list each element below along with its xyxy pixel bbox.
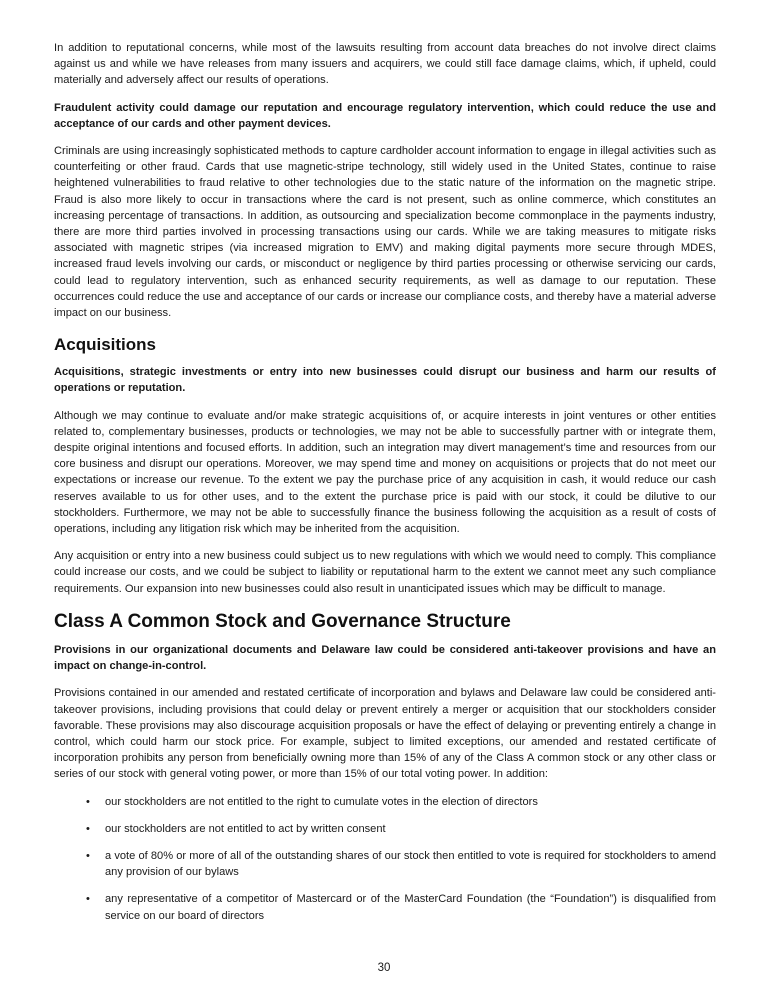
risk-heading-anti-takeover: Provisions in our organizational documents and Delaware law could be considered anti-takeover provisions and have an impact on change-in-control. [54,643,716,673]
paragraph-fraud-methods: Criminals are using increasingly sophisticated methods to capture cardholder account information to engage in illegal activities such as counterfeiting or other fraud. Cards that use magnetic-stripe technology, still widely used in the United States, continue to raise heightened vulnerabilities to fraud relative to other technologies due to the static nature of the information on the magnetic stripe. Fraud is also more likely to occur in transactions where the card is not present, such as online commerce, which constitutes an increasing percentage of transactions. In addition, as outsourcing and specialization become commonplace in the payments industry, there are more third parties involved in processing transactions using our cards. While we are taking measures to mitigate risks associated with magnetic stripes (via increased migration to EMV) and making digital payments more secure through MDES, increased fraud levels involving our cards, or misconduct or negligence by third parties processing or otherwise servicing our cards, could lead to regulatory intervention, such as enhanced security requirements, as well as damage to our reputation. These occurrences could reduce the use and acceptance of our cards or increase our compliance costs, and thereby have a material adverse impact on our business. [54,145,716,320]
paragraph-new-business-regulations: Any acquisition or entry into a new business could subject us to new regulations with which we would need to comply. This compliance could increase our costs, and we could be subject to liability or reputational harm to the extent we cannot meet any such compliance requirements. Our expansion into new businesses could also result in unanticipated issues which may be difficult to manage. [54,550,716,595]
paragraph-anti-takeover-provisions: Provisions contained in our amended and restated certificate of incorporation and bylaws and Delaware law could be considered anti-takeover provisions, including provisions that could delay or prevent entirely a merger or acquisition that our stockholders consider favorable. These provisions may also discourage acquisition proposals or have the effect of delaying or preventing entirely a change in control, which could harm our stock price. For example, subject to limited exceptions, our amended and restated certificate of incorporation prohibits any person from beneficially owning more than 15% of any of the Class A common stock or any other class or series of our stock with general voting power, or more than 15% of our total voting power. In addition: [54,687,716,781]
bullet-item: • our stockholders are not entitled to act by written consent [54,821,716,837]
paragraph-data-breach-claims: In addition to reputational concerns, while most of the lawsuits resulting from account data breaches do not involve direct claims against us and while we have releases from many issuers and acquirers, we could still face damage claims, which, if upheld, could materially and adversely affect our results of operations. [54,42,716,87]
bullet-item: • any representative of a competitor of Mastercard or of the MasterCard Foundation (the “Foundation”) is disqualified from service on our board of directors [86,893,716,922]
bullet-dot: • [86,893,90,906]
risk-heading-fraudulent-activity: Fraudulent activity could damage our reputation and encourage regulatory intervention, which could reduce the use and acceptance of our cards and other payment devices. [54,101,716,130]
bullet-item: • our stockholders are not entitled to the right to cumulate votes in the election of directors [54,794,716,810]
bullet-dot: • [86,795,90,808]
section-heading-class-a-stock: Class A Common Stock and Governance Structure [54,610,511,632]
bullet-item: • a vote of 80% or more of all of the outstanding shares of our stock then entitled to vote is required for stockholders to amend any provision of our bylaws [86,849,716,879]
paragraph-acquisition-integration: Although we may continue to evaluate and/or make strategic acquisitions of, or acquire interests in joint ventures or other entities related to, complementary businesses, products or technologies, we may not be able to successfully partner with or integrate them, despite original intentions and focused efforts. In addition, such an integration may divert management’s time and resources from our core business and disrupt our operations. Moreover, we may spend time and money on acquisitions or projects that do not meet our expectations or increase our revenue. To the extent we pay the purchase price of any acquisition in cash, it would reduce our cash reserves available to us for other uses, and to the extent the purchase price is paid with our stock, it could be dilutive to our stockholders. Furthermore, we may not be able to successfully finance the business following the acquisition as a result of costs of operations, including any litigation risk which may be inherited from the acquisition. [54,409,716,536]
section-heading-acquisitions: Acquisitions [54,335,157,355]
bullet-dot: • [86,849,90,862]
page-number: 30 [377,962,391,974]
risk-heading-acquisitions: Acquisitions, strategic investments or entry into new businesses could disrupt our business and harm our results of operations or reputation. [54,366,716,395]
bullet-dot: • [86,822,90,835]
provisions-bullet-list [54,794,716,924]
document-page [54,40,716,924]
